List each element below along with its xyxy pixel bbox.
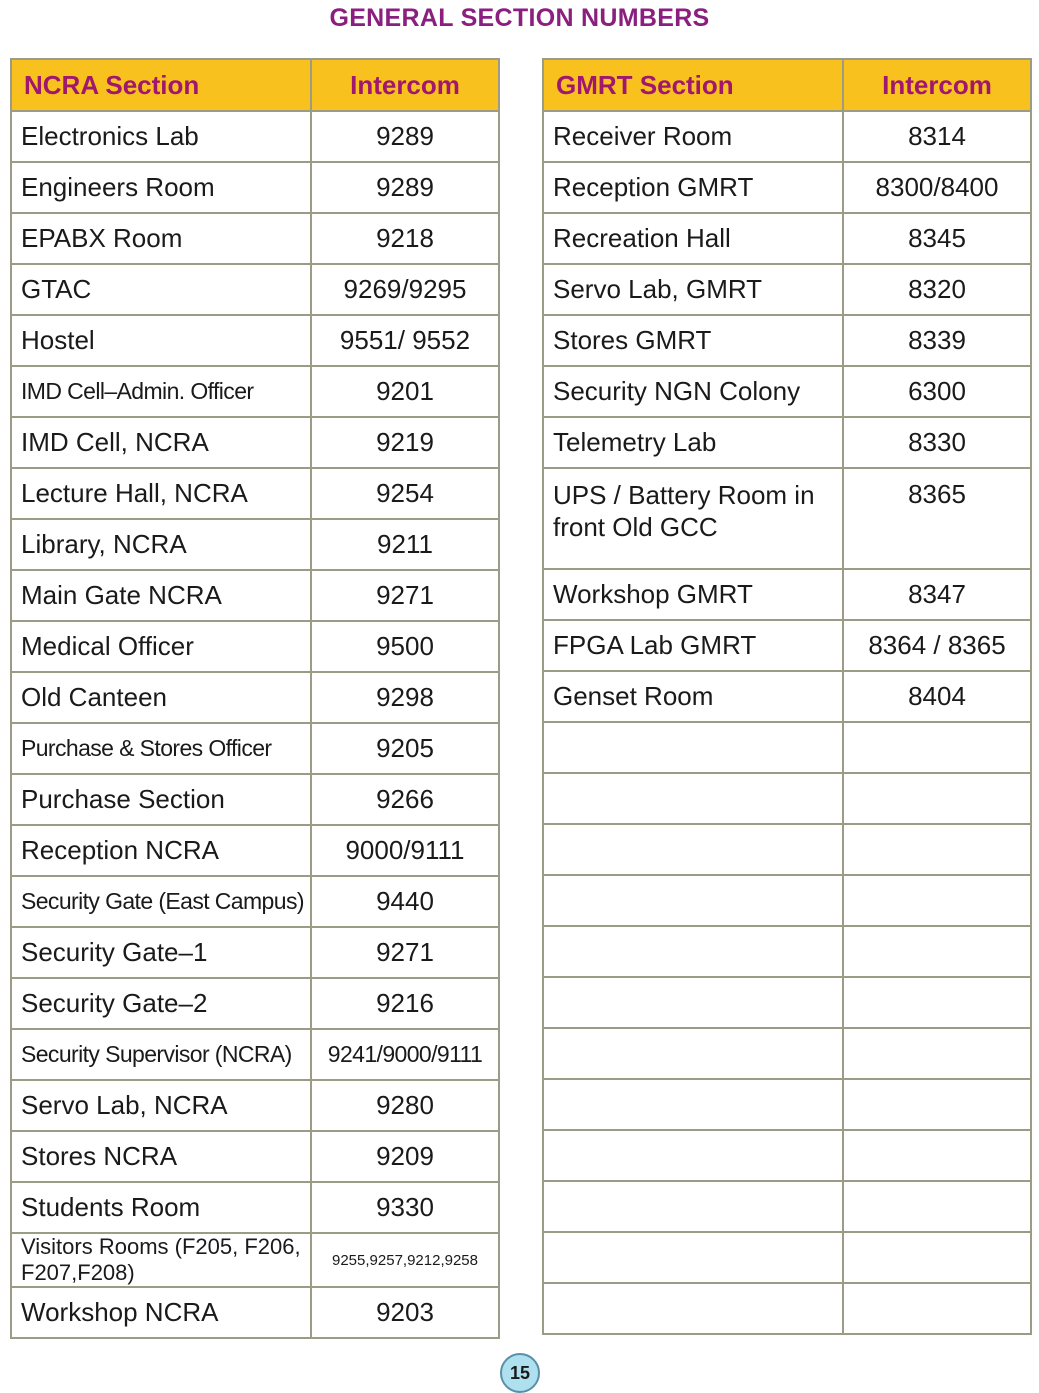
section-name: Reception NCRA (11, 825, 311, 876)
section-name: Security NGN Colony (543, 366, 843, 417)
section-name: Workshop NCRA (11, 1287, 311, 1338)
section-name: Security Gate (East Campus) (11, 876, 311, 927)
table-row (11, 927, 499, 978)
section-name: UPS / Battery Room in front Old GCC (543, 468, 843, 569)
section-name: Engineers Room (11, 162, 311, 213)
intercom-number: 8320 (843, 264, 1031, 315)
intercom-number: 9280 (311, 1080, 499, 1131)
section-name: Stores NCRA (11, 1131, 311, 1182)
section-name: Reception GMRT (543, 162, 843, 213)
table-row (543, 213, 1031, 264)
empty-cell (843, 1181, 1031, 1232)
intercom-number: 9203 (311, 1287, 499, 1338)
intercom-number: 9241/9000/9111 (311, 1029, 499, 1080)
table-row (543, 366, 1031, 417)
intercom-number: 9216 (311, 978, 499, 1029)
section-name: Visitors Rooms (F205, F206, F207,F208) (11, 1233, 311, 1287)
empty-cell (843, 977, 1031, 1028)
intercom-number: 9000/9111 (311, 825, 499, 876)
table-row (11, 1287, 499, 1338)
intercom-number: 8347 (843, 569, 1031, 620)
table-row (11, 1182, 499, 1233)
section-name: Library, NCRA (11, 519, 311, 570)
table-row (11, 519, 499, 570)
intercom-number: 9205 (311, 723, 499, 774)
intercom-number: 9255,9257,9212,9258 (311, 1233, 499, 1287)
empty-row (543, 722, 1031, 773)
empty-row (543, 824, 1031, 875)
empty-cell (543, 773, 843, 824)
empty-row (543, 1283, 1031, 1334)
intercom-number: 8300/8400 (843, 162, 1031, 213)
section-name: Hostel (11, 315, 311, 366)
empty-cell (843, 926, 1031, 977)
intercom-number: 8365 (843, 468, 1031, 569)
section-name: Electronics Lab (11, 111, 311, 162)
empty-row (543, 1181, 1031, 1232)
empty-cell (543, 926, 843, 977)
intercom-number: 9551/ 9552 (311, 315, 499, 366)
intercom-number: 9254 (311, 468, 499, 519)
table-row (11, 978, 499, 1029)
intercom-number: 9209 (311, 1131, 499, 1182)
empty-cell (843, 1130, 1031, 1181)
table-row (11, 621, 499, 672)
empty-cell (543, 1028, 843, 1079)
empty-cell (543, 1232, 843, 1283)
empty-row (543, 1232, 1031, 1283)
intercom-number: 9271 (311, 927, 499, 978)
intercom-number: 6300 (843, 366, 1031, 417)
empty-cell (843, 1283, 1031, 1334)
empty-cell (543, 1283, 843, 1334)
section-name: Genset Room (543, 671, 843, 722)
section-name: Students Room (11, 1182, 311, 1233)
table-row (11, 162, 499, 213)
intercom-number: 8364 / 8365 (843, 620, 1031, 671)
table-row (543, 111, 1031, 162)
intercom-number: 8339 (843, 315, 1031, 366)
table-row (543, 417, 1031, 468)
empty-cell (843, 773, 1031, 824)
intercom-number: 8314 (843, 111, 1031, 162)
table-row (11, 1080, 499, 1131)
table-row (11, 723, 499, 774)
page-title: GENERAL SECTION NUMBERS (329, 4, 710, 32)
intercom-number: 9289 (311, 111, 499, 162)
table-row (11, 213, 499, 264)
table-row (11, 468, 499, 519)
ncra-intercom-header: Intercom (311, 59, 499, 111)
section-name: Medical Officer (11, 621, 311, 672)
empty-cell (843, 824, 1031, 875)
section-name: Stores GMRT (543, 315, 843, 366)
empty-row (543, 1079, 1031, 1130)
table-row (11, 1131, 499, 1182)
section-name: IMD Cell, NCRA (11, 417, 311, 468)
table-row (11, 1029, 499, 1080)
intercom-number: 8330 (843, 417, 1031, 468)
section-name: Servo Lab, NCRA (11, 1080, 311, 1131)
intercom-number: 9201 (311, 366, 499, 417)
section-name: Receiver Room (543, 111, 843, 162)
empty-row (543, 875, 1031, 926)
section-name: EPABX Room (11, 213, 311, 264)
empty-cell (843, 1079, 1031, 1130)
intercom-number: 9269/9295 (311, 264, 499, 315)
ncra-section-header: NCRA Section (11, 59, 311, 111)
table-row (11, 570, 499, 621)
intercom-number: 9298 (311, 672, 499, 723)
table-row (543, 264, 1031, 315)
section-name: Purchase Section (11, 774, 311, 825)
empty-cell (543, 875, 843, 926)
page-number-badge: 15 (500, 1353, 540, 1393)
intercom-number: 9266 (311, 774, 499, 825)
gmrt-intercom-header: Intercom (843, 59, 1031, 111)
ncra-table (10, 58, 500, 1339)
empty-row (543, 1028, 1031, 1079)
empty-row (543, 1130, 1031, 1181)
section-name: GTAC (11, 264, 311, 315)
empty-cell (543, 722, 843, 773)
intercom-number: 9289 (311, 162, 499, 213)
table-row (11, 417, 499, 468)
section-name: Servo Lab, GMRT (543, 264, 843, 315)
table-row (543, 315, 1031, 366)
intercom-number: 8404 (843, 671, 1031, 722)
table-row (11, 315, 499, 366)
section-name: Lecture Hall, NCRA (11, 468, 311, 519)
empty-cell (543, 1130, 843, 1181)
intercom-number: 8345 (843, 213, 1031, 264)
empty-row (543, 977, 1031, 1028)
table-row (11, 111, 499, 162)
empty-cell (843, 1232, 1031, 1283)
table-row (543, 468, 1031, 569)
section-name: Telemetry Lab (543, 417, 843, 468)
empty-cell (543, 1181, 843, 1232)
intercom-number: 9330 (311, 1182, 499, 1233)
intercom-number: 9500 (311, 621, 499, 672)
section-name: Recreation Hall (543, 213, 843, 264)
table-row (11, 825, 499, 876)
empty-row (543, 773, 1031, 824)
table-row (543, 162, 1031, 213)
table-row (11, 672, 499, 723)
section-name: Workshop GMRT (543, 569, 843, 620)
gmrt-table (542, 58, 1032, 1335)
empty-cell (543, 1079, 843, 1130)
empty-cell (543, 977, 843, 1028)
section-name: Old Canteen (11, 672, 311, 723)
section-name: Security Supervisor (NCRA) (11, 1029, 311, 1080)
table-row (11, 1233, 499, 1287)
intercom-number: 9440 (311, 876, 499, 927)
gmrt-header-row (543, 59, 1031, 111)
table-row (11, 774, 499, 825)
intercom-number: 9219 (311, 417, 499, 468)
section-name: FPGA Lab GMRT (543, 620, 843, 671)
intercom-number: 9218 (311, 213, 499, 264)
intercom-number: 9271 (311, 570, 499, 621)
section-name: Security Gate–2 (11, 978, 311, 1029)
empty-cell (843, 875, 1031, 926)
empty-row (543, 926, 1031, 977)
section-name: IMD Cell–Admin. Officer (11, 366, 311, 417)
table-row (543, 671, 1031, 722)
ncra-header-row (11, 59, 499, 111)
intercom-number: 9211 (311, 519, 499, 570)
empty-cell (843, 722, 1031, 773)
gmrt-section-header: GMRT Section (543, 59, 843, 111)
section-name: Security Gate–1 (11, 927, 311, 978)
table-row (11, 366, 499, 417)
table-row (11, 876, 499, 927)
section-name: Main Gate NCRA (11, 570, 311, 621)
empty-cell (843, 1028, 1031, 1079)
table-row (543, 569, 1031, 620)
empty-cell (543, 824, 843, 875)
table-row (11, 264, 499, 315)
section-name: Purchase & Stores Officer (11, 723, 311, 774)
table-row (543, 620, 1031, 671)
